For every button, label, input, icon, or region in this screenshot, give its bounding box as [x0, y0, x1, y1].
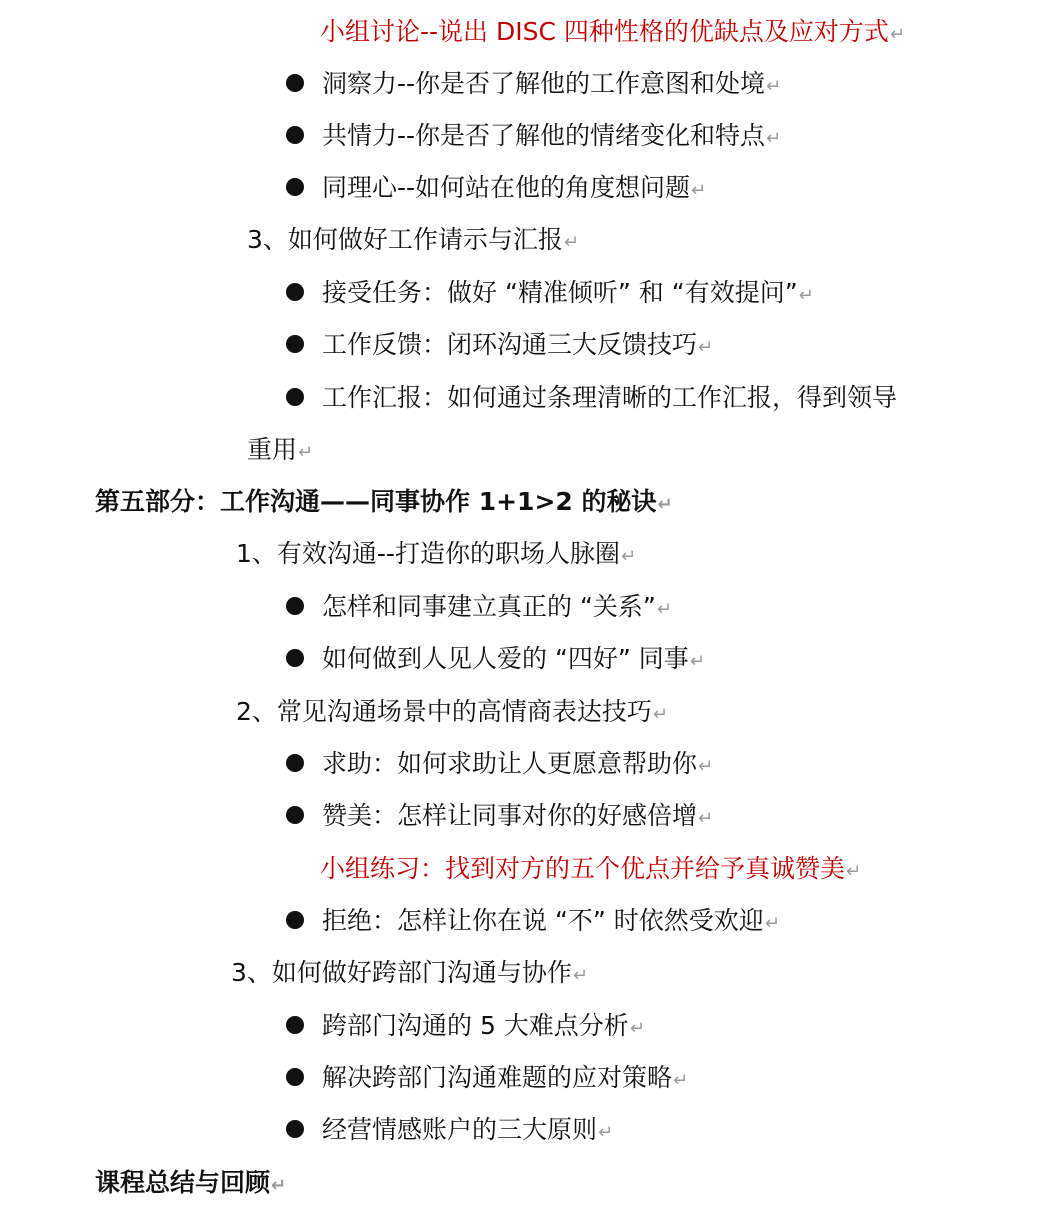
line-text-content: 工作反馈：闭环沟通三大反馈技巧 [322, 330, 698, 359]
paragraph-mark-icon: ↵ [271, 1175, 287, 1196]
line-text-content: 同理心--如何站在他的角度想问题 [322, 173, 691, 202]
line-text [322, 319, 713, 374]
line-text [322, 58, 781, 113]
line-text-content: 小组练习：找到对方的五个优点并给予真诚赞美 [320, 854, 846, 883]
bullet-icon [286, 388, 304, 406]
line-text-content: 拒绝：怎样让你在说 “不” 时依然受欢迎 [322, 906, 764, 935]
line-text-content: 3、如何做好工作请示与汇报 [247, 225, 563, 254]
bullet-icon [286, 1068, 304, 1086]
line-text [322, 110, 781, 165]
line-text [236, 686, 668, 741]
bullet-list-item [0, 58, 1061, 110]
line-text-content: 工作汇报：如何通过条理清晰的工作汇报，得到领导 [322, 383, 898, 412]
paragraph-line [0, 424, 1061, 476]
paragraph-line [0, 6, 1061, 58]
bullet-list-item [0, 1104, 1061, 1156]
line-text-content: 解决跨部门沟通难题的应对策略 [322, 1063, 673, 1092]
line-text-content: 如何做到人见人爱的 “四好” 同事 [322, 644, 689, 673]
paragraph-line [0, 947, 1061, 999]
paragraph-line [0, 214, 1061, 266]
bullet-icon [286, 335, 304, 353]
line-text [322, 738, 713, 793]
line-text-content: 经营情感账户的三大原则 [322, 1115, 598, 1144]
paragraph-mark-icon: ↵ [846, 861, 862, 882]
bullet-list-item [0, 581, 1061, 633]
bullet-list-item [0, 738, 1061, 790]
bullet-list-item [0, 372, 1061, 424]
line-text-content: 赞美：怎样让同事对你的好感倍增 [322, 801, 698, 830]
paragraph-mark-icon: ↵ [764, 913, 780, 934]
bullet-icon [286, 911, 304, 929]
line-text [322, 162, 706, 217]
line-text [322, 372, 897, 424]
line-text [95, 1157, 286, 1212]
line-text-content: 第五部分：工作沟通——同事协作 1+1>2 的秘诀 [95, 487, 657, 516]
paragraph-mark-icon: ↵ [673, 1070, 689, 1091]
bullet-list-item [0, 267, 1061, 319]
bullet-icon [286, 126, 304, 144]
paragraph-line [0, 1157, 1061, 1209]
line-text-content: 课程总结与回顾 [95, 1168, 271, 1197]
bullet-icon [286, 806, 304, 824]
line-text [322, 267, 814, 322]
paragraph-mark-icon: ↵ [698, 337, 714, 358]
line-text [322, 790, 713, 845]
bullet-list-item [0, 110, 1061, 162]
bullet-list-item [0, 162, 1061, 214]
bullet-list-item [0, 895, 1061, 947]
paragraph-mark-icon: ↵ [766, 76, 782, 97]
bullet-icon [286, 74, 304, 92]
paragraph-mark-icon: ↵ [656, 599, 672, 620]
paragraph-mark-icon: ↵ [889, 24, 905, 45]
line-text [322, 1052, 688, 1107]
paragraph-mark-icon: ↵ [657, 494, 673, 515]
line-text [247, 424, 313, 479]
paragraph-line [0, 686, 1061, 738]
paragraph-mark-icon: ↵ [572, 965, 589, 986]
paragraph-mark-icon: ↵ [563, 232, 580, 253]
paragraph-mark-icon: ↵ [598, 1122, 614, 1143]
line-text [95, 476, 673, 531]
line-text-content: 3、如何做好跨部门沟通与协作 [231, 958, 572, 987]
line-text [236, 528, 636, 583]
paragraph-mark-icon: ↵ [766, 128, 782, 149]
line-text-content: 求助：如何求助让人更愿意帮助你 [322, 749, 698, 778]
paragraph-mark-icon: ↵ [691, 180, 707, 201]
bullet-list-item [0, 790, 1061, 842]
bullet-icon [286, 649, 304, 667]
paragraph-mark-icon: ↵ [652, 704, 669, 725]
line-text-content: 重用 [247, 435, 298, 464]
bullet-icon [286, 1016, 304, 1034]
line-text [247, 214, 579, 269]
line-text-content: 2、常见沟通场景中的高情商表达技巧 [236, 697, 652, 726]
bullet-icon [286, 1120, 304, 1138]
bullet-list-item [0, 319, 1061, 371]
line-text-content: 接受任务：做好 “精准倾听” 和 “有效提问” [322, 278, 798, 307]
line-text [322, 895, 780, 950]
line-text-content: 小组讨论--说出 DISC 四种性格的优缺点及应对方式 [320, 17, 889, 46]
bullet-icon [286, 597, 304, 615]
line-text [231, 947, 588, 1002]
line-text [322, 1104, 613, 1159]
paragraph-line [0, 528, 1061, 580]
line-text [322, 581, 672, 636]
paragraph-mark-icon: ↵ [298, 442, 314, 463]
bullet-icon [286, 283, 304, 301]
bullet-icon [286, 754, 304, 772]
line-text-content: 共情力--你是否了解他的情绪变化和特点 [322, 121, 766, 150]
line-text [320, 6, 905, 61]
line-text-content: 1、有效沟通--打造你的职场人脉圈 [236, 539, 620, 568]
paragraph-mark-icon: ↵ [798, 285, 814, 306]
line-text-content: 跨部门沟通的 5 大难点分析 [322, 1011, 629, 1040]
paragraph-mark-icon: ↵ [698, 808, 714, 829]
paragraph-mark-icon: ↵ [689, 651, 705, 672]
bullet-icon [286, 178, 304, 196]
line-text [322, 633, 705, 688]
paragraph-line [0, 843, 1061, 895]
bullet-list-item [0, 1052, 1061, 1104]
paragraph-mark-icon: ↵ [698, 756, 714, 777]
bullet-list-item [0, 1000, 1061, 1052]
line-text [322, 1000, 645, 1055]
paragraph-line [0, 476, 1061, 528]
line-text [320, 843, 861, 898]
bullet-list-item [0, 633, 1061, 685]
line-text-content: 洞察力--你是否了解他的工作意图和处境 [322, 69, 766, 98]
paragraph-mark-icon: ↵ [620, 546, 637, 567]
paragraph-mark-icon: ↵ [629, 1018, 645, 1039]
line-text-content: 怎样和同事建立真正的 “关系” [322, 592, 656, 621]
